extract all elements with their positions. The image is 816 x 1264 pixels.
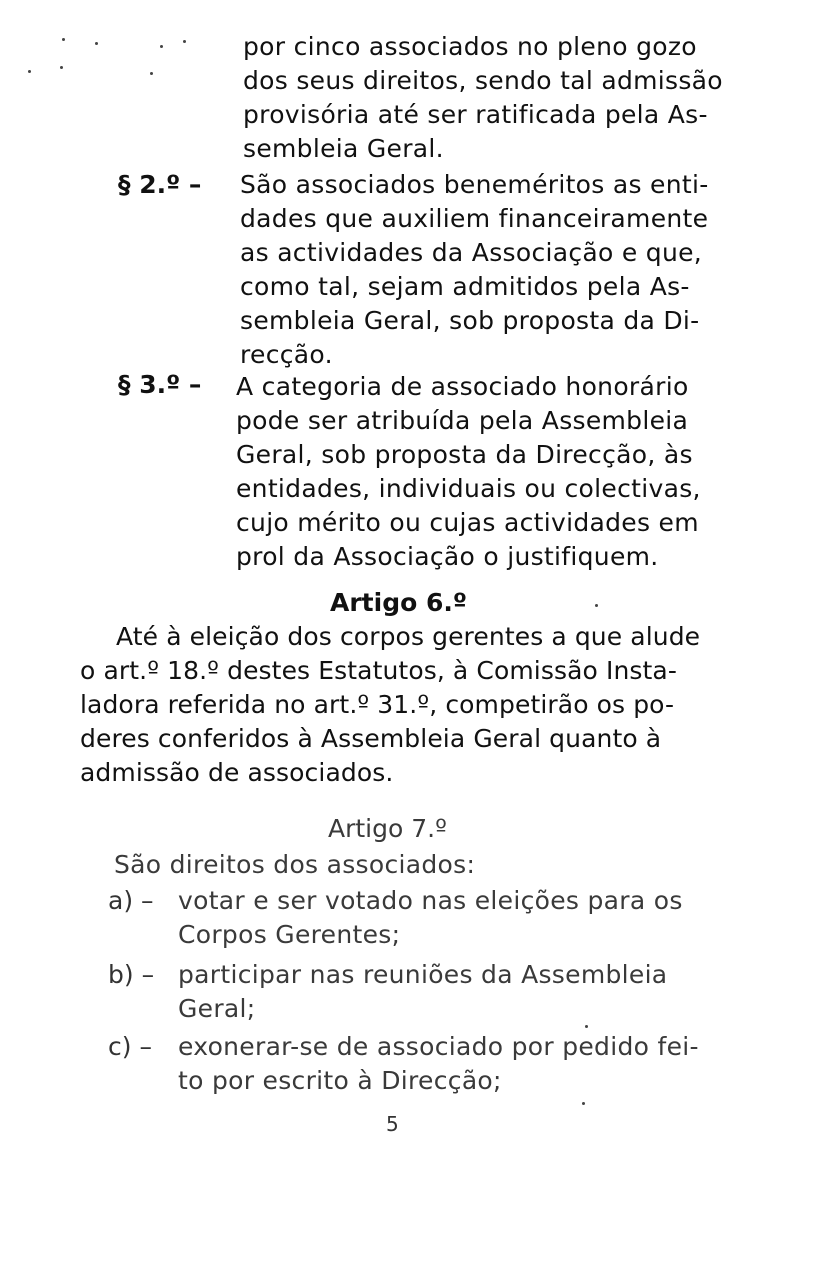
article-6-heading: Artigo 6.º: [330, 588, 467, 617]
text-line: Geral, sob proposta da Direcção, às: [236, 440, 693, 469]
article-7-intro: São direitos dos associados:: [114, 850, 476, 879]
paragraph-2-text: [240, 168, 709, 372]
scan-speck: [60, 66, 63, 69]
paragraph-3-text: [236, 370, 701, 574]
text-line: deres conferidos à Assembleia Geral quanto à: [80, 724, 662, 753]
text-line: São associados beneméritos as enti-: [240, 170, 709, 199]
text-line: votar e ser votado nas eleições para os: [178, 886, 683, 915]
text-line: entidades, individuais ou colectivas,: [236, 474, 701, 503]
scan-speck: [582, 1102, 585, 1105]
text-line: sembleia Geral, sob proposta da Di-: [240, 306, 700, 335]
text-line: exonerar-se de associado por pedido fei-: [178, 1032, 699, 1061]
text-line: sembleia Geral.: [243, 134, 444, 163]
paragraph-2-label: § 2.º –: [118, 170, 202, 199]
list-marker-b: b) –: [108, 960, 155, 989]
scan-speck: [150, 72, 153, 75]
text-line: por cinco associados no pleno gozo: [243, 32, 697, 61]
intro-paragraph: [243, 30, 723, 166]
text-line: admissão de associados.: [80, 758, 394, 787]
text-line: o art.º 18.º destes Estatutos, à Comissão Insta-: [80, 656, 677, 685]
scan-speck: [28, 70, 31, 73]
text-line: como tal, sejam admitidos pela As-: [240, 272, 690, 301]
text-line: recção.: [240, 340, 333, 369]
list-marker-a: a) –: [108, 886, 154, 915]
text-line: prol da Associação o justifiquem.: [236, 542, 659, 571]
scan-speck: [95, 42, 98, 45]
scan-speck: [595, 604, 598, 607]
list-item-c: [178, 1030, 699, 1098]
list-marker-c: c) –: [108, 1032, 152, 1061]
text-line: provisória até ser ratificada pela As-: [243, 100, 708, 129]
page-number: 5: [386, 1112, 399, 1136]
text-line: ladora referida no art.º 31.º, competirão os po-: [80, 690, 675, 719]
text-line: to por escrito à Direcção;: [178, 1066, 502, 1095]
article-6-text: [80, 620, 700, 790]
text-line: dos seus direitos, sendo tal admissão: [243, 66, 723, 95]
text-line: Geral;: [178, 994, 256, 1023]
text-line: A categoria de associado honorário: [236, 372, 689, 401]
text-line: Corpos Gerentes;: [178, 920, 401, 949]
scan-speck: [62, 38, 65, 41]
scan-speck: [160, 45, 163, 48]
text-line: as actividades da Associação e que,: [240, 238, 703, 267]
article-7-heading: Artigo 7.º: [328, 814, 447, 843]
scan-speck: [183, 40, 186, 43]
text-line: participar nas reuniões da Assembleia: [178, 960, 668, 989]
text-line: dades que auxiliem financeiramente: [240, 204, 709, 233]
paragraph-3-label: § 3.º –: [118, 370, 202, 399]
list-item-b: [178, 958, 667, 1026]
text-line: Até à eleição dos corpos gerentes a que alude: [116, 622, 701, 651]
text-line: cujo mérito ou cujas actividades em: [236, 508, 699, 537]
text-line: pode ser atribuída pela Assembleia: [236, 406, 689, 435]
list-item-a: [178, 884, 683, 952]
